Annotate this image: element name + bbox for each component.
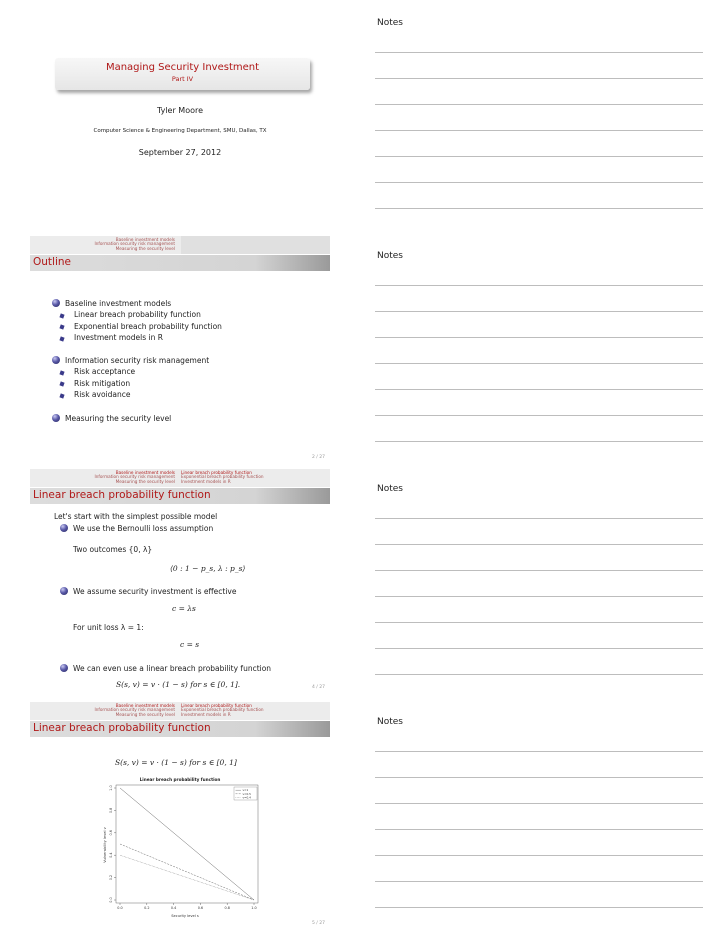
- y-tick-label: 0.6: [109, 830, 113, 836]
- y-axis-label: Vulnerability level v: [103, 827, 107, 863]
- frame-title-bar: [30, 255, 330, 271]
- nav-subsections-empty: [181, 236, 330, 254]
- nav-subsections: [181, 469, 330, 485]
- frame-title-bar: [30, 488, 330, 504]
- notes-label: Notes: [377, 484, 403, 494]
- outline-item-3[interactable]: Measuring the security level: [65, 414, 172, 423]
- nav-subsection-3[interactable]: Investment models in R: [181, 712, 231, 718]
- frame-title-bar: [30, 721, 330, 737]
- slide-title: [30, 0, 330, 232]
- bullet-1: [60, 524, 68, 532]
- nav-subsection-2[interactable]: Exponential breach probability function: [181, 474, 264, 480]
- frame-title: Outline: [33, 256, 71, 268]
- outline-sub-2-3[interactable]: Risk avoidance: [74, 390, 131, 399]
- y-tick-label: 0.2: [109, 874, 113, 881]
- frame-title: Linear breach probability function: [33, 722, 211, 734]
- sub-bullet: [59, 393, 64, 398]
- sub-bullet: [59, 381, 64, 386]
- x-tick-label: 0.0: [117, 906, 123, 910]
- nav-section-3[interactable]: Measuring the security level: [115, 479, 175, 485]
- nav-section-2[interactable]: Information security risk management: [94, 241, 175, 247]
- nav-subsection-1[interactable]: Linear breach probability function: [181, 469, 252, 475]
- outline-sub-1-1[interactable]: Linear breach probability function: [74, 310, 201, 319]
- page-number: 2 / 27: [312, 455, 325, 460]
- nav-header: [30, 702, 330, 720]
- slide-outline: [30, 236, 330, 462]
- presentation-subtitle: Part IV: [171, 75, 194, 83]
- y-tick-label: 0.8: [109, 807, 113, 814]
- nav-section-2[interactable]: Information security risk management: [94, 474, 175, 480]
- nav-subsection-1[interactable]: Linear breach probability function: [181, 702, 252, 708]
- y-tick-label: 0.4: [109, 852, 113, 858]
- date: September 27, 2012: [138, 148, 222, 157]
- nav-subsection-3[interactable]: Investment models in R: [181, 479, 231, 485]
- presentation-title: Managing Security Investment: [105, 62, 260, 73]
- plot-area: [109, 785, 258, 910]
- breach-probability-chart: [98, 774, 262, 920]
- nav-section-3[interactable]: Measuring the security level: [115, 712, 175, 718]
- section-bullet-1: [52, 299, 60, 307]
- notes-panel-3: [375, 484, 705, 684]
- chart-title: Linear breach probability function: [139, 777, 221, 782]
- author: Tyler Moore: [156, 106, 204, 115]
- equation-cost: c = λs: [172, 604, 196, 613]
- bullet-text-3: We can even use a linear breach probability function: [73, 664, 272, 673]
- legend-label-3: v=0.4: [242, 795, 251, 800]
- bullet-text-2: We assume security investment is effective: [73, 587, 237, 596]
- equation-unit-cost: c = s: [180, 640, 200, 649]
- sub-bullet: [59, 370, 64, 375]
- formula: S(s, v) = v · (1 − s) for s ∈ [0, 1]: [115, 758, 237, 767]
- nav-sections: [30, 236, 175, 252]
- unit-loss-text: For unit loss λ = 1:: [73, 623, 144, 632]
- outline-sub-1-3[interactable]: Investment models in R: [74, 333, 163, 342]
- x-tick-label: 0.6: [197, 906, 204, 910]
- x-tick-label: 1.0: [251, 906, 257, 910]
- page-number: 4 / 27: [312, 685, 325, 690]
- two-outcomes-text: Two outcomes {0, λ}: [73, 545, 153, 554]
- notes-label: Notes: [377, 18, 403, 28]
- notes-panel-1: [375, 18, 705, 218]
- x-tick-label: 0.8: [224, 906, 230, 910]
- bullet-2: [60, 587, 68, 595]
- nav-subsections: [181, 702, 330, 718]
- notes-label: Notes: [377, 717, 403, 727]
- nav-section-1[interactable]: Baseline investment models: [115, 236, 175, 242]
- slide-linear-model: [30, 469, 330, 695]
- notes-label: Notes: [377, 251, 403, 261]
- section-bullet-3: [52, 414, 60, 422]
- legend-label-1: v=1: [242, 788, 249, 793]
- bullet-text-1: We use the Bernoulli loss assumption: [73, 524, 214, 533]
- equation-lottery: ⟨0 : 1 − p_s, λ : p_s⟩: [170, 564, 246, 573]
- legend-label-2: v=0.5: [242, 791, 251, 796]
- affiliation: Computer Science & Engineering Department, SMU, Dallas, TX: [93, 128, 267, 134]
- sub-bullet: [59, 336, 64, 341]
- series-line-3: [120, 855, 254, 900]
- nav-section-1[interactable]: Baseline investment models: [115, 469, 175, 475]
- frame-title: Linear breach probability function: [33, 489, 211, 501]
- page-number: 5 / 27: [312, 921, 325, 926]
- outline-item-2[interactable]: Information security risk management: [65, 356, 210, 365]
- nav-section-3[interactable]: Measuring the security level: [115, 246, 175, 252]
- notes-panel-2: [375, 251, 705, 451]
- y-tick-label: 0.0: [109, 897, 113, 903]
- outline-sub-2-1[interactable]: Risk acceptance: [74, 367, 136, 376]
- outline-sub-2-2[interactable]: Risk mitigation: [74, 379, 131, 388]
- x-tick-label: 0.2: [144, 906, 150, 910]
- nav-subsection-2[interactable]: Exponential breach probability function: [181, 707, 264, 713]
- nav-header: [30, 236, 330, 254]
- series-line-1: [120, 788, 254, 900]
- section-bullet-2: [52, 356, 60, 364]
- nav-section-1[interactable]: Baseline investment models: [115, 702, 175, 708]
- title-box: [55, 58, 310, 90]
- sub-bullet: [59, 324, 64, 329]
- notes-panel-4: [375, 717, 705, 917]
- sub-bullet: [59, 313, 64, 318]
- y-tick-label: 1.0: [109, 785, 113, 791]
- nav-sections: [30, 702, 175, 718]
- series-line-2: [120, 844, 254, 900]
- intro-text: Let's start with the simplest possible model: [54, 512, 218, 521]
- nav-sections: [30, 469, 175, 485]
- equation-breach-function: S(s, v) = v · (1 − s) for s ∈ [0, 1].: [116, 680, 241, 689]
- outline-item-1[interactable]: Baseline investment models: [65, 299, 172, 308]
- x-tick-label: 0.4: [170, 906, 177, 910]
- nav-section-2[interactable]: Information security risk management: [94, 707, 175, 713]
- outline-sub-1-2[interactable]: Exponential breach probability function: [74, 322, 222, 331]
- x-axis-label: Security level s: [171, 914, 199, 918]
- slide-linear-plot: [30, 702, 330, 928]
- bullet-3: [60, 664, 68, 672]
- nav-header: [30, 469, 330, 487]
